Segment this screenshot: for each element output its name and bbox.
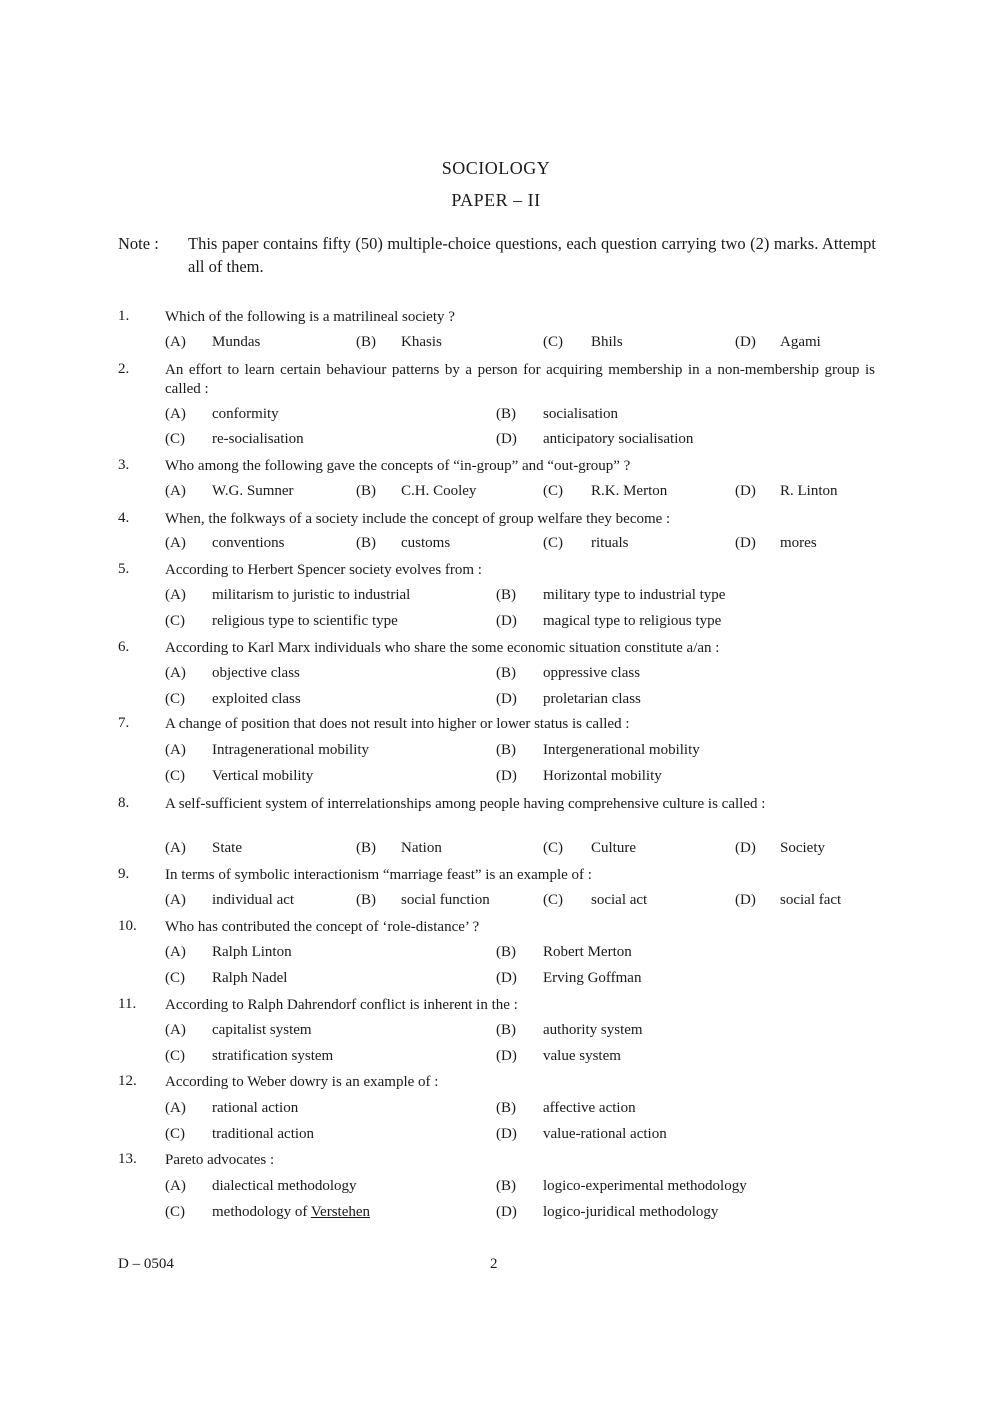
option-letter: (C) [543,483,563,499]
option-label: conformity [212,406,279,422]
option-label: social fact [780,892,842,908]
option-text[interactable] [212,406,279,423]
option-label: Ralph Linton [212,944,292,960]
option-letter: (C) [165,431,185,447]
question-text: Who has contributed the concept of ‘role-distance’ ? [165,919,480,935]
question-number: 4. [118,510,130,526]
option-text[interactable] [591,535,629,552]
option-text[interactable] [543,768,662,785]
option-label: rational action [212,1100,299,1116]
option-letter: (A) [165,334,186,350]
option-text[interactable] [591,483,667,500]
option-text[interactable] [543,944,632,961]
option-label: anticipatory socialisation [543,431,694,447]
option-text[interactable] [780,334,821,351]
question-number: 11. [118,996,137,1012]
option-letter: (B) [356,483,376,499]
option-letter: (D) [496,1204,517,1220]
option-text[interactable] [780,483,838,500]
option-label: Mundas [212,334,261,350]
option-text[interactable] [212,970,287,987]
option-label: militarism to juristic to industrial [212,587,411,603]
option-letter: (B) [496,406,516,422]
option-label: Society [780,840,825,856]
option-text[interactable] [212,1126,314,1143]
option-text[interactable] [401,840,442,857]
option-label: rituals [591,535,629,551]
page-number: 2 [490,1256,498,1272]
note-text: This paper contains fifty (50) multiple-choice questions, each question carrying two (2) marks. Attempt all of them. [188,234,876,276]
question-text: A self-sufficient system of interrelationships among people having comprehensive culture is called : [165,796,766,812]
option-letter: (A) [165,742,186,758]
option-label: logico-experimental methodology [543,1178,747,1194]
option-letter: (B) [496,587,516,603]
question-text: In terms of symbolic interactionism “marriage feast” is an example of : [165,867,592,883]
option-label: Khasis [401,334,442,350]
option-text[interactable] [212,691,301,708]
question-number: 2. [118,361,130,377]
option-letter: (A) [165,665,186,681]
option-text[interactable] [543,1048,621,1065]
option-text[interactable] [780,892,841,909]
option-label: oppressive class [543,665,641,681]
option-letter: (A) [165,406,186,422]
option-label: Agami [780,334,821,350]
option-letter: (C) [165,768,185,784]
question-number: 10. [118,918,137,934]
option-letter: (A) [165,1022,186,1038]
option-letter: (C) [543,535,563,551]
option-text[interactable] [591,334,623,351]
question-number: 13. [118,1151,137,1167]
option-text[interactable] [212,587,410,604]
option-letter: (B) [496,1178,516,1194]
option-text[interactable] [401,334,442,351]
option-label: military type to industrial type [543,587,726,603]
option-label: magical type to religious type [543,613,722,629]
question-text: According to Herbert Spencer society evolves from : [165,562,482,578]
option-text[interactable] [212,840,242,857]
option-text[interactable] [543,431,693,448]
question-text: An effort to learn certain behaviour patterns by a person for acquiring membership in a non-membership group is called : [165,362,875,397]
option-label: methodology of [212,1204,311,1220]
option-label: W.G. Sumner [212,483,294,499]
option-letter: (A) [165,1178,186,1194]
option-label: State [212,840,242,856]
option-letter: (D) [735,840,756,856]
option-letter: (C) [165,1126,185,1142]
option-letter: (B) [356,334,376,350]
option-letter: (A) [165,840,186,856]
option-text[interactable] [543,406,618,423]
option-letter: (B) [496,665,516,681]
option-text[interactable] [212,613,398,630]
note-label: Note : [118,234,159,253]
option-letter: (B) [496,742,516,758]
option-label: Vertical mobility [212,768,314,784]
option-letter: (A) [165,587,186,603]
option-letter: (C) [165,1204,185,1220]
option-text[interactable] [212,483,294,500]
option-letter: (A) [165,944,186,960]
option-label: Ralph Nadel [212,970,288,986]
option-letter: (C) [165,613,185,629]
paper-code: D – 0504 [118,1256,174,1272]
option-letter: (D) [496,691,517,707]
option-label: customs [401,535,451,551]
option-text[interactable] [543,613,721,630]
option-letter: (B) [356,840,376,856]
option-label: Intragenerational mobility [212,742,370,758]
option-letter: (C) [543,892,563,908]
option-text[interactable] [212,892,294,909]
question-number: 8. [118,795,130,811]
option-label: socialisation [543,406,618,422]
option-text[interactable] [543,665,640,682]
option-label: proletarian class [543,691,641,707]
option-label: logico-juridical methodology [543,1204,719,1220]
option-text[interactable] [401,483,476,500]
option-letter: (D) [496,768,517,784]
option-label: Culture [591,840,636,856]
option-text[interactable] [543,691,641,708]
option-letter: (D) [496,970,517,986]
option-label: religious type to scientific type [212,613,398,629]
option-label: dialectical methodology [212,1178,357,1194]
option-label: social function [401,892,490,908]
option-letter: (D) [496,613,517,629]
option-letter: (D) [735,535,756,551]
option-label: individual act [212,892,295,908]
option-letter: (C) [165,691,185,707]
option-text[interactable] [212,431,304,448]
option-label: stratification system [212,1048,334,1064]
option-text[interactable] [591,840,636,857]
option-label: R.K. Merton [591,483,668,499]
subject-title: SOCIOLOGY [441,158,551,178]
option-text[interactable] [212,665,300,682]
question-text: According to Ralph Dahrendorf conflict is inherent in the : [165,997,518,1013]
option-label: Horizontal mobility [543,768,662,784]
option-letter: (A) [165,535,186,551]
option-label: exploited class [212,691,301,707]
option-label: Intergenerational mobility [543,742,700,758]
option-text[interactable] [212,1204,370,1221]
option-letter: (B) [496,944,516,960]
option-text[interactable] [543,1204,718,1221]
option-text[interactable] [543,970,641,987]
option-label: Robert Merton [543,944,632,960]
question-number: 12. [118,1073,137,1089]
option-label: C.H. Cooley [401,483,477,499]
option-text[interactable] [543,1022,643,1039]
option-letter: (D) [496,431,517,447]
option-label: objective class [212,665,300,681]
question-text: Which of the following is a matrilineal society ? [165,309,455,325]
option-letter: (C) [165,970,185,986]
option-label: affective action [543,1100,636,1116]
option-text[interactable] [543,1178,747,1195]
option-letter: (C) [543,840,563,856]
option-text[interactable] [212,768,313,785]
option-text[interactable] [780,840,825,857]
option-label: conventions [212,535,285,551]
option-letter: (B) [356,892,376,908]
option-letter: (C) [543,334,563,350]
option-label: social act [591,892,648,908]
paper-title: PAPER – II [451,190,541,210]
question-number: 3. [118,457,130,473]
option-label: capitalist system [212,1022,312,1038]
option-underlined-term: Verstehen [310,1204,371,1220]
option-label: R. Linton [780,483,838,499]
option-label: mores [780,535,817,551]
option-label: re-socialisation [212,431,304,447]
option-text[interactable] [212,944,292,961]
note-block [118,232,876,278]
option-text[interactable] [212,1100,298,1117]
option-text[interactable] [401,892,490,909]
option-letter: (B) [496,1022,516,1038]
option-label: value system [543,1048,621,1064]
question-text: Who among the following gave the concepts of “in-group” and “out-group” ? [165,458,631,474]
question-number: 5. [118,561,130,577]
option-letter: (D) [735,334,756,350]
option-text[interactable] [401,535,450,552]
option-text[interactable] [212,1022,312,1039]
option-letter: (A) [165,1100,186,1116]
option-text[interactable] [212,742,369,759]
question-text: When, the folkways of a society include the concept of group welfare they become : [165,511,671,527]
option-letter: (D) [735,483,756,499]
option-text[interactable] [212,1178,357,1195]
option-letter: (D) [735,892,756,908]
question-text: Pareto advocates : [165,1152,275,1168]
option-text[interactable] [543,587,725,604]
option-label: traditional action [212,1126,315,1142]
option-label: Bhils [591,334,623,350]
option-text[interactable] [212,535,285,552]
question-number: 1. [118,308,130,324]
option-label: value-rational action [543,1126,667,1142]
option-text[interactable] [591,892,647,909]
option-label: Erving Goffman [543,970,642,986]
option-letter: (A) [165,483,186,499]
option-text[interactable] [543,1126,667,1143]
question-text: According to Weber dowry is an example of : [165,1074,439,1090]
option-letter: (B) [356,535,376,551]
option-text[interactable] [780,535,817,552]
question-number: 6. [118,639,130,655]
question-number: 7. [118,715,130,731]
option-letter: (D) [496,1048,517,1064]
option-letter: (C) [165,1048,185,1064]
question-number: 9. [118,866,130,882]
question-text: According to Karl Marx individuals who share the some economic situation constitute a/an : [165,640,720,656]
question-text: A change of position that does not result into higher or lower status is called : [165,716,630,732]
option-letter: (B) [496,1100,516,1116]
option-letter: (D) [496,1126,517,1142]
option-text[interactable] [543,742,700,759]
option-letter: (A) [165,892,186,908]
option-label: authority system [543,1022,643,1038]
option-text[interactable] [212,1048,333,1065]
option-label: Nation [401,840,442,856]
option-text[interactable] [212,334,260,351]
option-text[interactable] [543,1100,636,1117]
